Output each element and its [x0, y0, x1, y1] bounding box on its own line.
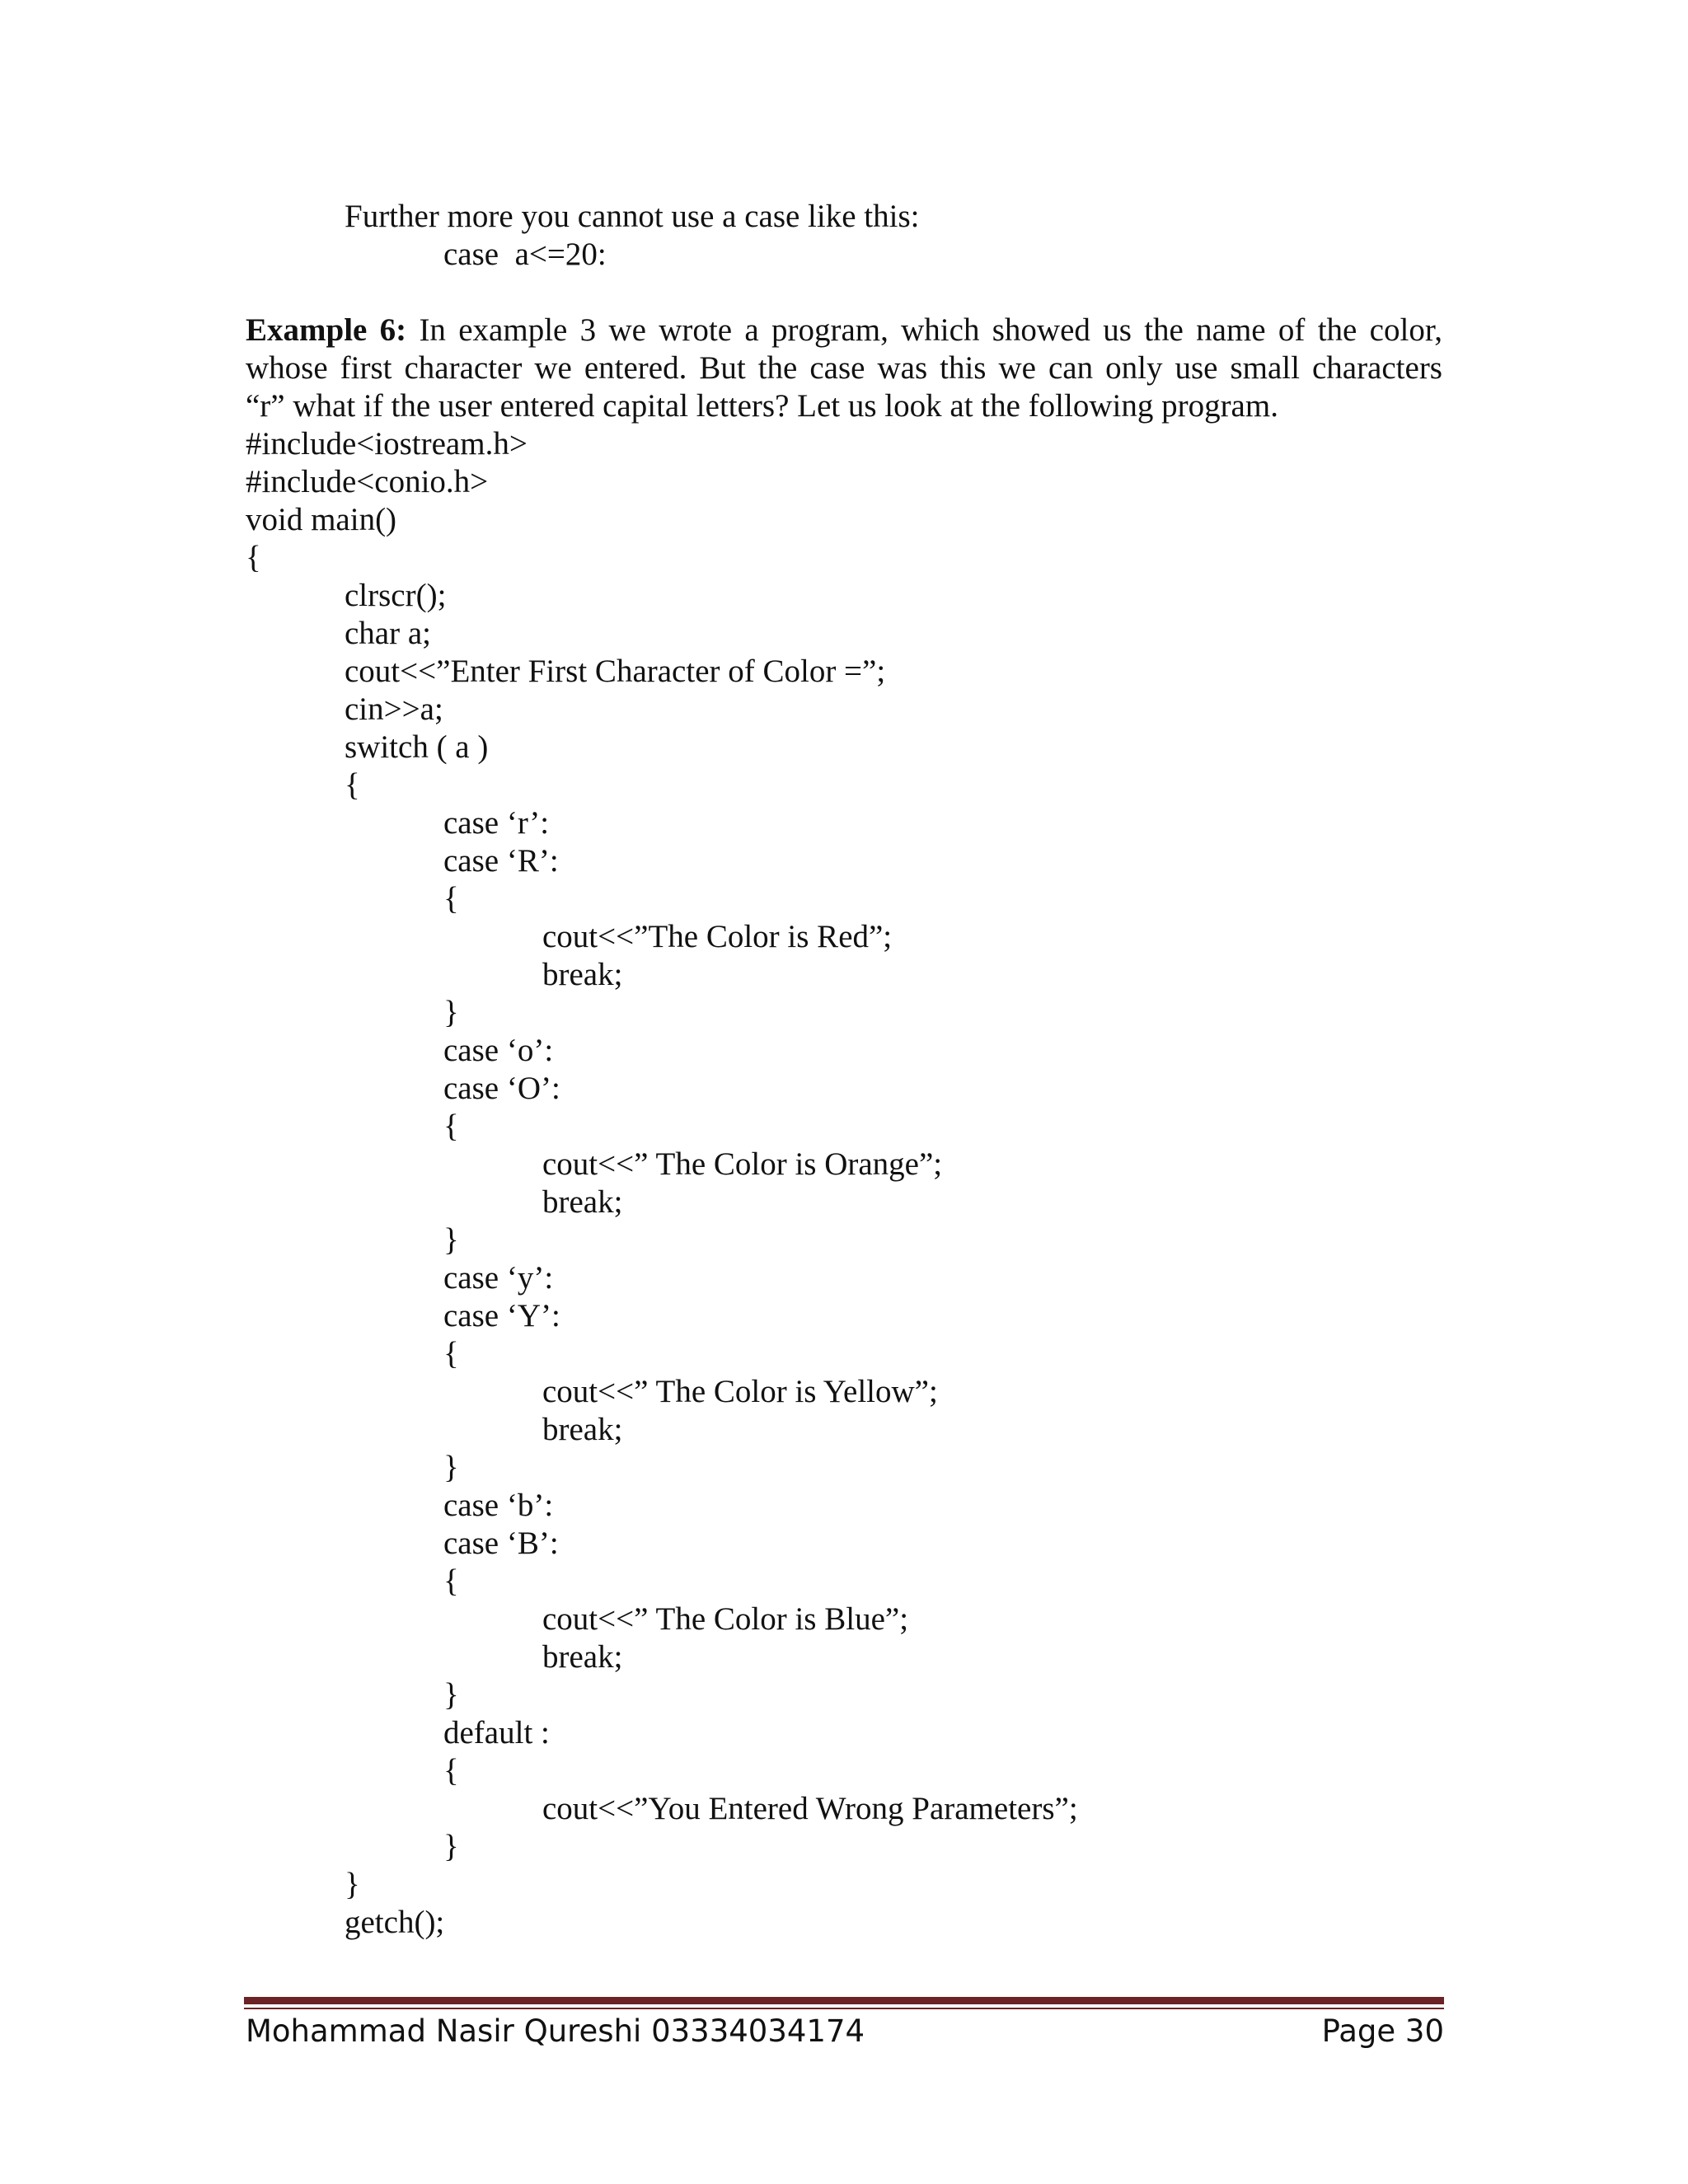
example-paragraph-line-3: “r” what if the user entered capital letters? Let us look at the following program.	[246, 388, 1278, 424]
code-line: char a;	[345, 616, 432, 651]
code-line: case ‘O’:	[443, 1071, 560, 1106]
code-line: break;	[542, 957, 623, 992]
code-line: case ‘y’:	[443, 1260, 554, 1296]
code-line: cout<<” The Color is Orange”;	[542, 1146, 943, 1182]
code-line: cin>>a;	[345, 691, 443, 727]
footer-rule-thin	[244, 2008, 1444, 2009]
code-line: case ‘o’:	[443, 1033, 554, 1068]
code-line: }	[443, 995, 459, 1030]
code-line: }	[443, 1222, 459, 1258]
code-line: cout<<”You Entered Wrong Parameters”;	[542, 1791, 1078, 1826]
code-line: break;	[542, 1412, 623, 1447]
code-line: cout<<” The Color is Blue”;	[542, 1601, 909, 1637]
code-line: getch();	[345, 1905, 445, 1940]
code-line: cout<<” The Color is Yellow”;	[542, 1374, 938, 1409]
footer-rule-thick	[244, 1997, 1444, 2004]
code-line: #include<iostream.h>	[246, 426, 528, 462]
code-line: void main()	[246, 502, 397, 537]
code-line: }	[443, 1450, 459, 1485]
example-paragraph-line-2: whose first character we entered. But the case was this we can only use small characters	[246, 350, 1442, 386]
code-line: case ‘B’:	[443, 1526, 559, 1561]
code-line: {	[443, 1753, 459, 1788]
code-line: }	[345, 1867, 360, 1902]
code-line: clrscr();	[345, 578, 447, 613]
intro-line-2: case a<=20:	[443, 237, 607, 272]
code-line: {	[443, 1108, 459, 1144]
code-line: {	[345, 767, 360, 803]
intro-line-1: Further more you cannot use a case like this:	[345, 199, 920, 234]
example-line-1-text: In example 3 we wrote a program, which showed us the name of the color,	[406, 312, 1442, 348]
code-line: case ‘Y’:	[443, 1298, 560, 1333]
code-line: cout<<”Enter First Character of Color =”;	[345, 654, 886, 689]
example-label: Example 6:	[246, 312, 407, 348]
code-line: case ‘r’:	[443, 805, 550, 841]
code-line: case ‘R’:	[443, 843, 559, 879]
code-line: break;	[542, 1184, 623, 1220]
code-line: cout<<”The Color is Red”;	[542, 919, 893, 954]
code-line: break;	[542, 1639, 623, 1675]
code-line: {	[443, 1563, 459, 1599]
code-line: {	[246, 540, 261, 575]
footer-page-number: Page 30	[1321, 2013, 1444, 2049]
code-line: default :	[443, 1715, 550, 1750]
footer-author: Mohammad Nasir Qureshi 03334034174	[246, 2013, 865, 2049]
code-line: }	[443, 1829, 459, 1864]
code-line: {	[443, 881, 459, 916]
code-line: case ‘b’:	[443, 1488, 554, 1523]
code-line: switch ( a )	[345, 729, 489, 765]
code-line: }	[443, 1677, 459, 1713]
example-paragraph-line-1	[246, 312, 1442, 349]
code-line: #include<conio.h>	[246, 464, 489, 499]
code-line: {	[443, 1336, 459, 1371]
